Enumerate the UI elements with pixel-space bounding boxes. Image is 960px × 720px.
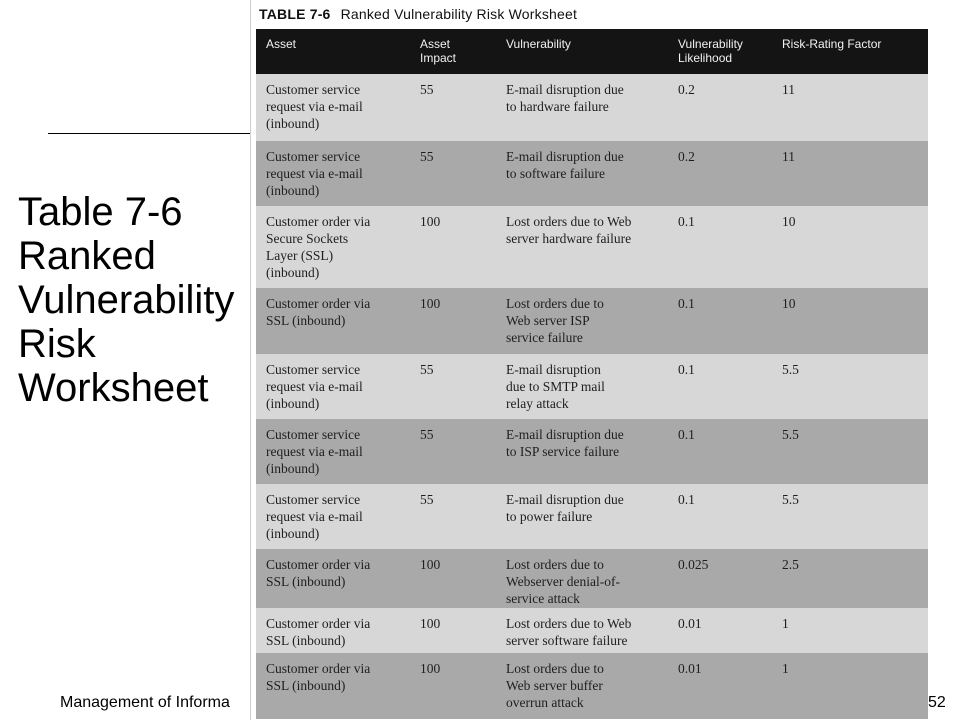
cell-risk-factor: 2.5 bbox=[772, 549, 928, 608]
cell-vulnerability: E-mail disruption due to software failure bbox=[496, 141, 668, 206]
cell-vulnerability: Lost orders due to Web server hardware failure bbox=[496, 206, 668, 288]
cell-likelihood: 0.1 bbox=[668, 419, 772, 484]
cell-asset-impact: 55 bbox=[410, 419, 496, 484]
table-caption-label: TABLE 7-6 bbox=[259, 6, 331, 22]
slide-title-line: Risk bbox=[18, 322, 96, 366]
column-header-vulnerability: Vulnerability bbox=[496, 29, 668, 74]
cell-likelihood: 0.01 bbox=[668, 608, 772, 653]
cell-risk-factor: 10 bbox=[772, 288, 928, 354]
cell-likelihood: 0.2 bbox=[668, 141, 772, 206]
table-caption bbox=[259, 6, 577, 22]
cell-asset-impact: 55 bbox=[410, 484, 496, 549]
cell-likelihood: 0.1 bbox=[668, 484, 772, 549]
column-header-vulnerability-likelihood: Vulnerability Likelihood bbox=[668, 29, 772, 74]
cell-asset-impact: 55 bbox=[410, 74, 496, 141]
table-row bbox=[256, 484, 928, 549]
cell-asset: Customer service request via e-mail (inbound) bbox=[256, 419, 410, 484]
page-number: 52 bbox=[928, 694, 946, 711]
cell-vulnerability: Lost orders due to Web server buffer overrun attack bbox=[496, 653, 668, 719]
cell-risk-factor: 1 bbox=[772, 653, 928, 719]
cell-asset-impact: 100 bbox=[410, 206, 496, 288]
table-header-row bbox=[256, 29, 928, 74]
table-row bbox=[256, 354, 928, 419]
cell-asset: Customer order via SSL (inbound) bbox=[256, 288, 410, 354]
cell-asset-impact: 100 bbox=[410, 288, 496, 354]
cell-risk-factor: 5.5 bbox=[772, 419, 928, 484]
title-rule bbox=[48, 133, 260, 134]
cell-asset: Customer service request via e-mail (inbound) bbox=[256, 484, 410, 549]
footer-course-title: Management of Informa bbox=[60, 694, 230, 711]
cell-asset: Customer order via SSL (inbound) bbox=[256, 549, 410, 608]
cell-asset-impact: 100 bbox=[410, 549, 496, 608]
cell-likelihood: 0.025 bbox=[668, 549, 772, 608]
cell-vulnerability: E-mail disruption due to power failure bbox=[496, 484, 668, 549]
cell-risk-factor: 5.5 bbox=[772, 484, 928, 549]
scanned-table-image bbox=[250, 0, 929, 720]
cell-vulnerability: Lost orders due to Web server ISP service failure bbox=[496, 288, 668, 354]
cell-asset: Customer service request via e-mail (inbound) bbox=[256, 74, 410, 141]
cell-asset-impact: 55 bbox=[410, 354, 496, 419]
cell-vulnerability: Lost orders due to Webserver denial-of- service attack bbox=[496, 549, 668, 608]
cell-asset-impact: 100 bbox=[410, 653, 496, 719]
table-row bbox=[256, 608, 928, 653]
table-row bbox=[256, 653, 928, 719]
slide-title-line: Worksheet bbox=[18, 366, 209, 410]
cell-asset: Customer service request via e-mail (inbound) bbox=[256, 354, 410, 419]
cell-risk-factor: 5.5 bbox=[772, 354, 928, 419]
slide-title-line: Ranked bbox=[18, 234, 156, 278]
cell-asset-impact: 55 bbox=[410, 141, 496, 206]
cell-asset: Customer order via SSL (inbound) bbox=[256, 608, 410, 653]
slide-title-line: Vulnerability bbox=[18, 278, 235, 322]
cell-vulnerability: Lost orders due to Web server software failure bbox=[496, 608, 668, 653]
table-caption-text: Ranked Vulnerability Risk Worksheet bbox=[340, 6, 578, 22]
table-row bbox=[256, 549, 928, 608]
column-header-asset-impact: Asset Impact bbox=[410, 29, 496, 74]
cell-likelihood: 0.2 bbox=[668, 74, 772, 141]
column-header-risk-rating-factor: Risk-Rating Factor bbox=[772, 29, 928, 74]
cell-likelihood: 0.1 bbox=[668, 288, 772, 354]
cell-risk-factor: 10 bbox=[772, 206, 928, 288]
slide-title bbox=[18, 190, 258, 410]
cell-vulnerability: E-mail disruption due to SMTP mail relay attack bbox=[496, 354, 668, 419]
table-row bbox=[256, 419, 928, 484]
cell-asset: Customer service request via e-mail (inbound) bbox=[256, 141, 410, 206]
cell-asset: Customer order via SSL (inbound) bbox=[256, 653, 410, 719]
table-row bbox=[256, 74, 928, 141]
cell-risk-factor: 11 bbox=[772, 141, 928, 206]
table-row bbox=[256, 141, 928, 206]
cell-asset: Customer order via Secure Sockets Layer (SSL) (inbound) bbox=[256, 206, 410, 288]
column-header-asset: Asset bbox=[256, 29, 410, 74]
slide-title-line: Table 7-6 bbox=[18, 190, 183, 234]
cell-vulnerability: E-mail disruption due to hardware failure bbox=[496, 74, 668, 141]
cell-likelihood: 0.01 bbox=[668, 653, 772, 719]
table-row bbox=[256, 288, 928, 354]
cell-asset-impact: 100 bbox=[410, 608, 496, 653]
cell-likelihood: 0.1 bbox=[668, 206, 772, 288]
table-row bbox=[256, 206, 928, 288]
risk-worksheet-table bbox=[256, 29, 928, 719]
cell-vulnerability: E-mail disruption due to ISP service failure bbox=[496, 419, 668, 484]
cell-likelihood: 0.1 bbox=[668, 354, 772, 419]
cell-risk-factor: 1 bbox=[772, 608, 928, 653]
cell-risk-factor: 11 bbox=[772, 74, 928, 141]
